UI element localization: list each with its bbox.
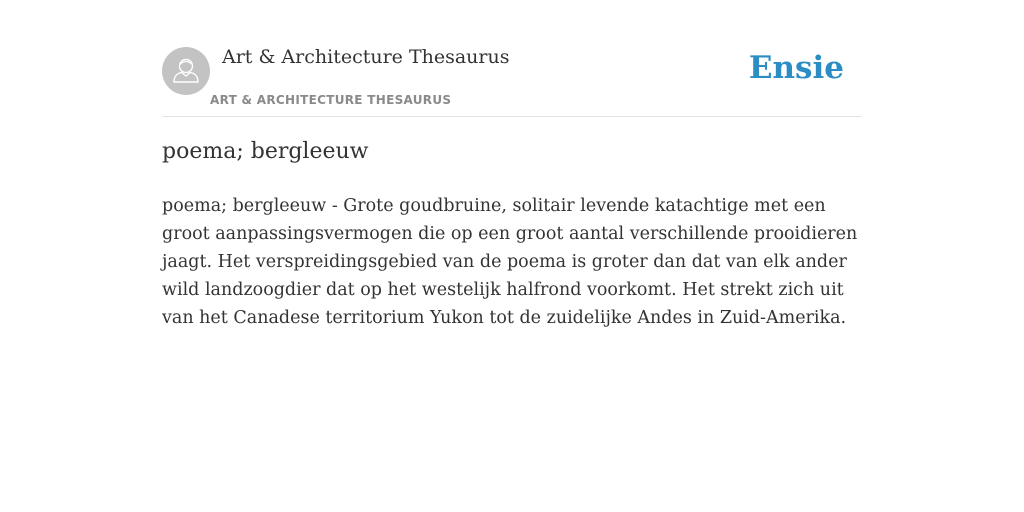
entry-header — [162, 40, 862, 117]
entry-title: poema; bergleeuw — [162, 139, 369, 164]
author-avatar[interactable] — [162, 47, 210, 95]
author-name[interactable]: Art & Architecture Thesaurus — [222, 46, 510, 68]
entry-definition: poema; bergleeuw - Grote goudbruine, solitair levende katachtige met een groot aanpassingsvermogen die op een groot aantal verschillende prooidieren jaagt. Het verspreidingsgebied van de poema is groter dan dat van elk ander wild landzoogdier dat op het westelijk halfrond voorkomt. Het strekt zich uit van het Canadese territorium Yukon tot de zuidelijke Andes in Zuid-Amerika. — [162, 196, 858, 328]
ensie-logo[interactable]: Ensie — [748, 50, 844, 86]
user-silhouette-icon — [162, 47, 210, 95]
category-label[interactable]: ART & ARCHITECTURE THESAURUS — [210, 93, 452, 107]
